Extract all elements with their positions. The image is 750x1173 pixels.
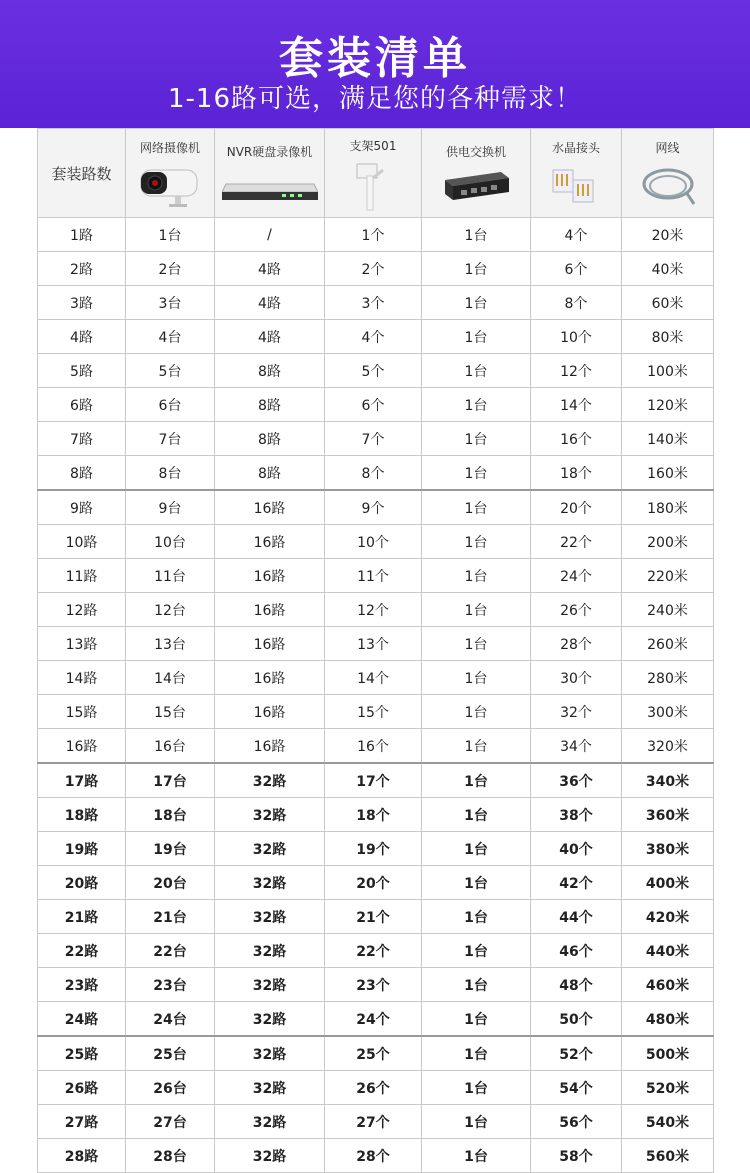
- cell-cable: 340米: [622, 763, 714, 798]
- cell-connectors: 42个: [531, 866, 622, 900]
- cell-cable: 400米: [622, 866, 714, 900]
- cell-switch: 1台: [422, 320, 531, 354]
- cell-switch: 1台: [422, 729, 531, 764]
- cell-connectors: 56个: [531, 1105, 622, 1139]
- cell-cable: 360米: [622, 798, 714, 832]
- cell-nvr: 32路: [215, 934, 325, 968]
- table-row: [38, 388, 714, 422]
- table-row: [38, 661, 714, 695]
- cell-ways: 3路: [38, 286, 126, 320]
- cell-connectors: 48个: [531, 968, 622, 1002]
- cell-cameras: 7台: [126, 422, 215, 456]
- cell-cameras: 6台: [126, 388, 215, 422]
- cell-connectors: 36个: [531, 763, 622, 798]
- cell-cable: 180米: [622, 490, 714, 525]
- cell-brackets: 22个: [325, 934, 422, 968]
- cell-ways: 2路: [38, 252, 126, 286]
- cell-brackets: 8个: [325, 456, 422, 491]
- cell-connectors: 10个: [531, 320, 622, 354]
- table-row: [38, 456, 714, 491]
- table-row: [38, 218, 714, 252]
- cell-switch: 1台: [422, 798, 531, 832]
- cell-ways: 4路: [38, 320, 126, 354]
- cell-connectors: 46个: [531, 934, 622, 968]
- cell-cameras: 23台: [126, 968, 215, 1002]
- cell-ways: 26路: [38, 1071, 126, 1105]
- cell-brackets: 21个: [325, 900, 422, 934]
- cell-switch: 1台: [422, 490, 531, 525]
- cell-connectors: 24个: [531, 559, 622, 593]
- cell-cable: 300米: [622, 695, 714, 729]
- cell-cameras: 19台: [126, 832, 215, 866]
- cell-cameras: 3台: [126, 286, 215, 320]
- header-label: 网线: [655, 140, 680, 155]
- table-row: [38, 627, 714, 661]
- header-label: 套装路数: [51, 164, 112, 183]
- cell-brackets: 26个: [325, 1071, 422, 1105]
- cell-switch: 1台: [422, 934, 531, 968]
- cell-brackets: 10个: [325, 525, 422, 559]
- cell-brackets: 17个: [325, 763, 422, 798]
- cell-brackets: 6个: [325, 388, 422, 422]
- cell-brackets: 20个: [325, 866, 422, 900]
- table-row: [38, 593, 714, 627]
- cell-cameras: 18台: [126, 798, 215, 832]
- cell-ways: 18路: [38, 798, 126, 832]
- cell-brackets: 11个: [325, 559, 422, 593]
- cell-brackets: 9个: [325, 490, 422, 525]
- cell-cable: 440米: [622, 934, 714, 968]
- cell-brackets: 28个: [325, 1139, 422, 1173]
- cell-connectors: 34个: [531, 729, 622, 764]
- cell-ways: 25路: [38, 1036, 126, 1071]
- cell-switch: 1台: [422, 559, 531, 593]
- cell-brackets: 13个: [325, 627, 422, 661]
- cell-switch: 1台: [422, 1071, 531, 1105]
- table-row: [38, 490, 714, 525]
- cell-cameras: 16台: [126, 729, 215, 764]
- cell-ways: 15路: [38, 695, 126, 729]
- table-row: [38, 798, 714, 832]
- cell-nvr: 8路: [215, 422, 325, 456]
- cell-cameras: 17台: [126, 763, 215, 798]
- cell-connectors: 20个: [531, 490, 622, 525]
- cell-cable: 220米: [622, 559, 714, 593]
- cell-nvr: 16路: [215, 627, 325, 661]
- cell-cable: 280米: [622, 661, 714, 695]
- cell-cameras: 9台: [126, 490, 215, 525]
- cell-ways: 17路: [38, 763, 126, 798]
- table-body: [38, 218, 714, 1173]
- cell-connectors: 40个: [531, 832, 622, 866]
- cell-nvr: 32路: [215, 1036, 325, 1071]
- cell-nvr: 16路: [215, 695, 325, 729]
- cell-nvr: 4路: [215, 252, 325, 286]
- cell-cameras: 20台: [126, 866, 215, 900]
- header-cable: [622, 129, 714, 218]
- cell-connectors: 50个: [531, 1002, 622, 1037]
- rj45-connector-icon: [549, 162, 603, 210]
- network-cable-icon: [638, 162, 698, 210]
- package-table: [37, 128, 714, 1173]
- cell-nvr: 32路: [215, 832, 325, 866]
- cell-connectors: 26个: [531, 593, 622, 627]
- cell-ways: 14路: [38, 661, 126, 695]
- header-label: 支架501: [349, 138, 397, 153]
- cell-cameras: 21台: [126, 900, 215, 934]
- cell-switch: 1台: [422, 1036, 531, 1071]
- cell-ways: 6路: [38, 388, 126, 422]
- cell-cable: 200米: [622, 525, 714, 559]
- cell-ways: 12路: [38, 593, 126, 627]
- cell-brackets: 7个: [325, 422, 422, 456]
- table-row: [38, 968, 714, 1002]
- cell-switch: 1台: [422, 695, 531, 729]
- table-row: [38, 1002, 714, 1037]
- cell-brackets: 24个: [325, 1002, 422, 1037]
- cell-switch: 1台: [422, 456, 531, 491]
- nvr-recorder-icon: [222, 166, 318, 206]
- cell-cameras: 26台: [126, 1071, 215, 1105]
- cell-cable: 20米: [622, 218, 714, 252]
- cell-brackets: 16个: [325, 729, 422, 764]
- cell-connectors: 6个: [531, 252, 622, 286]
- cell-cable: 380米: [622, 832, 714, 866]
- cell-nvr: 4路: [215, 320, 325, 354]
- cell-brackets: 18个: [325, 798, 422, 832]
- cell-nvr: 16路: [215, 559, 325, 593]
- cell-connectors: 16个: [531, 422, 622, 456]
- cell-brackets: 12个: [325, 593, 422, 627]
- cell-ways: 20路: [38, 866, 126, 900]
- cell-cable: 100米: [622, 354, 714, 388]
- cell-nvr: 32路: [215, 798, 325, 832]
- cell-brackets: 1个: [325, 218, 422, 252]
- cell-switch: 1台: [422, 354, 531, 388]
- cell-switch: 1台: [422, 900, 531, 934]
- cell-brackets: 27个: [325, 1105, 422, 1139]
- table-row: [38, 934, 714, 968]
- cell-switch: 1台: [422, 968, 531, 1002]
- cell-nvr: 32路: [215, 968, 325, 1002]
- cell-ways: 22路: [38, 934, 126, 968]
- cell-ways: 21路: [38, 900, 126, 934]
- table-row: [38, 252, 714, 286]
- table-row: [38, 763, 714, 798]
- cell-cameras: 14台: [126, 661, 215, 695]
- cell-connectors: 30个: [531, 661, 622, 695]
- cell-cable: 480米: [622, 1002, 714, 1037]
- cell-nvr: 32路: [215, 1105, 325, 1139]
- cell-nvr: /: [215, 218, 325, 252]
- cell-ways: 11路: [38, 559, 126, 593]
- cell-connectors: 54个: [531, 1071, 622, 1105]
- cell-switch: 1台: [422, 593, 531, 627]
- cell-nvr: 8路: [215, 456, 325, 491]
- cell-nvr: 16路: [215, 490, 325, 525]
- cell-cameras: 12台: [126, 593, 215, 627]
- cell-connectors: 4个: [531, 218, 622, 252]
- cell-switch: 1台: [422, 525, 531, 559]
- banner: [0, 0, 750, 128]
- cell-connectors: 44个: [531, 900, 622, 934]
- cell-switch: 1台: [422, 422, 531, 456]
- cell-connectors: 28个: [531, 627, 622, 661]
- cell-cable: 560米: [622, 1139, 714, 1173]
- header-label: 水晶接头: [551, 140, 600, 155]
- cell-nvr: 16路: [215, 661, 325, 695]
- cell-cameras: 1台: [126, 218, 215, 252]
- cell-ways: 28路: [38, 1139, 126, 1173]
- cell-brackets: 3个: [325, 286, 422, 320]
- cell-ways: 19路: [38, 832, 126, 866]
- table-row: [38, 866, 714, 900]
- cell-ways: 16路: [38, 729, 126, 764]
- cell-connectors: 8个: [531, 286, 622, 320]
- cell-nvr: 32路: [215, 1002, 325, 1037]
- cell-nvr: 16路: [215, 525, 325, 559]
- cell-ways: 9路: [38, 490, 126, 525]
- cell-ways: 24路: [38, 1002, 126, 1037]
- cell-connectors: 14个: [531, 388, 622, 422]
- table-row: [38, 729, 714, 764]
- cell-cameras: 10台: [126, 525, 215, 559]
- cell-switch: 1台: [422, 832, 531, 866]
- cell-switch: 1台: [422, 1139, 531, 1173]
- cell-cable: 320米: [622, 729, 714, 764]
- cell-ways: 1路: [38, 218, 126, 252]
- cell-connectors: 52个: [531, 1036, 622, 1071]
- cell-nvr: 16路: [215, 729, 325, 764]
- cell-connectors: 32个: [531, 695, 622, 729]
- cell-cable: 420米: [622, 900, 714, 934]
- cell-cable: 520米: [622, 1071, 714, 1105]
- bullet-camera-icon: [135, 162, 205, 210]
- cell-cameras: 4台: [126, 320, 215, 354]
- cell-cable: 500米: [622, 1036, 714, 1071]
- cell-connectors: 22个: [531, 525, 622, 559]
- cell-cable: 120米: [622, 388, 714, 422]
- cell-brackets: 15个: [325, 695, 422, 729]
- cell-brackets: 14个: [325, 661, 422, 695]
- cell-cable: 60米: [622, 286, 714, 320]
- header-package-ways: [38, 129, 126, 218]
- cell-nvr: 32路: [215, 866, 325, 900]
- header-label: 网络摄像机: [139, 140, 200, 155]
- cell-cable: 540米: [622, 1105, 714, 1139]
- header-label: NVR硬盘录像机: [226, 144, 313, 159]
- cell-ways: 23路: [38, 968, 126, 1002]
- cell-switch: 1台: [422, 763, 531, 798]
- table-row: [38, 286, 714, 320]
- cell-brackets: 5个: [325, 354, 422, 388]
- cell-switch: 1台: [422, 661, 531, 695]
- cell-cameras: 8台: [126, 456, 215, 491]
- table-row: [38, 695, 714, 729]
- cell-nvr: 32路: [215, 900, 325, 934]
- cell-nvr: 32路: [215, 1071, 325, 1105]
- cell-switch: 1台: [422, 1105, 531, 1139]
- cell-switch: 1台: [422, 286, 531, 320]
- cell-ways: 27路: [38, 1105, 126, 1139]
- table-row: [38, 1139, 714, 1173]
- table-row: [38, 1036, 714, 1071]
- table-row: [38, 832, 714, 866]
- cell-cable: 40米: [622, 252, 714, 286]
- cell-switch: 1台: [422, 218, 531, 252]
- cell-brackets: 23个: [325, 968, 422, 1002]
- cell-cameras: 24台: [126, 1002, 215, 1037]
- cell-ways: 13路: [38, 627, 126, 661]
- cell-connectors: 58个: [531, 1139, 622, 1173]
- header-nvr: [215, 129, 325, 218]
- table-row: [38, 1105, 714, 1139]
- cell-cameras: 28台: [126, 1139, 215, 1173]
- cell-cameras: 27台: [126, 1105, 215, 1139]
- cell-switch: 1台: [422, 1002, 531, 1037]
- table-row: [38, 559, 714, 593]
- cell-switch: 1台: [422, 252, 531, 286]
- cell-cable: 260米: [622, 627, 714, 661]
- cell-cable: 460米: [622, 968, 714, 1002]
- cell-nvr: 16路: [215, 593, 325, 627]
- cell-nvr: 8路: [215, 388, 325, 422]
- cell-cameras: 2台: [126, 252, 215, 286]
- cell-cable: 80米: [622, 320, 714, 354]
- cell-cable: 240米: [622, 593, 714, 627]
- cell-nvr: 32路: [215, 763, 325, 798]
- cell-switch: 1台: [422, 627, 531, 661]
- mount-bracket-icon: [353, 160, 393, 212]
- table-header-row: [38, 129, 714, 218]
- cell-cameras: 11台: [126, 559, 215, 593]
- banner-title: 套装清单: [279, 33, 471, 84]
- header-switch: [422, 129, 531, 218]
- cell-cameras: 22台: [126, 934, 215, 968]
- cell-brackets: 19个: [325, 832, 422, 866]
- cell-cameras: 5台: [126, 354, 215, 388]
- cell-brackets: 25个: [325, 1036, 422, 1071]
- cell-connectors: 38个: [531, 798, 622, 832]
- poe-switch-icon: [441, 166, 511, 206]
- cell-brackets: 4个: [325, 320, 422, 354]
- cell-ways: 5路: [38, 354, 126, 388]
- cell-cable: 160米: [622, 456, 714, 491]
- cell-ways: 10路: [38, 525, 126, 559]
- cell-switch: 1台: [422, 866, 531, 900]
- cell-switch: 1台: [422, 388, 531, 422]
- cell-cameras: 13台: [126, 627, 215, 661]
- header-label: 供电交换机: [445, 144, 506, 159]
- table-row: [38, 900, 714, 934]
- cell-ways: 7路: [38, 422, 126, 456]
- cell-nvr: 8路: [215, 354, 325, 388]
- table-row: [38, 320, 714, 354]
- banner-subtitle: 1-16路可选，满足您的各种需求！: [167, 84, 582, 114]
- cell-nvr: 4路: [215, 286, 325, 320]
- header-camera: [126, 129, 215, 218]
- table-row: [38, 354, 714, 388]
- cell-cameras: 15台: [126, 695, 215, 729]
- cell-nvr: 32路: [215, 1139, 325, 1173]
- header-connector: [531, 129, 622, 218]
- cell-connectors: 12个: [531, 354, 622, 388]
- cell-brackets: 2个: [325, 252, 422, 286]
- table-row: [38, 525, 714, 559]
- table-row: [38, 422, 714, 456]
- table-row: [38, 1071, 714, 1105]
- cell-cable: 140米: [622, 422, 714, 456]
- cell-cameras: 25台: [126, 1036, 215, 1071]
- cell-connectors: 18个: [531, 456, 622, 491]
- header-bracket: [325, 129, 422, 218]
- cell-ways: 8路: [38, 456, 126, 491]
